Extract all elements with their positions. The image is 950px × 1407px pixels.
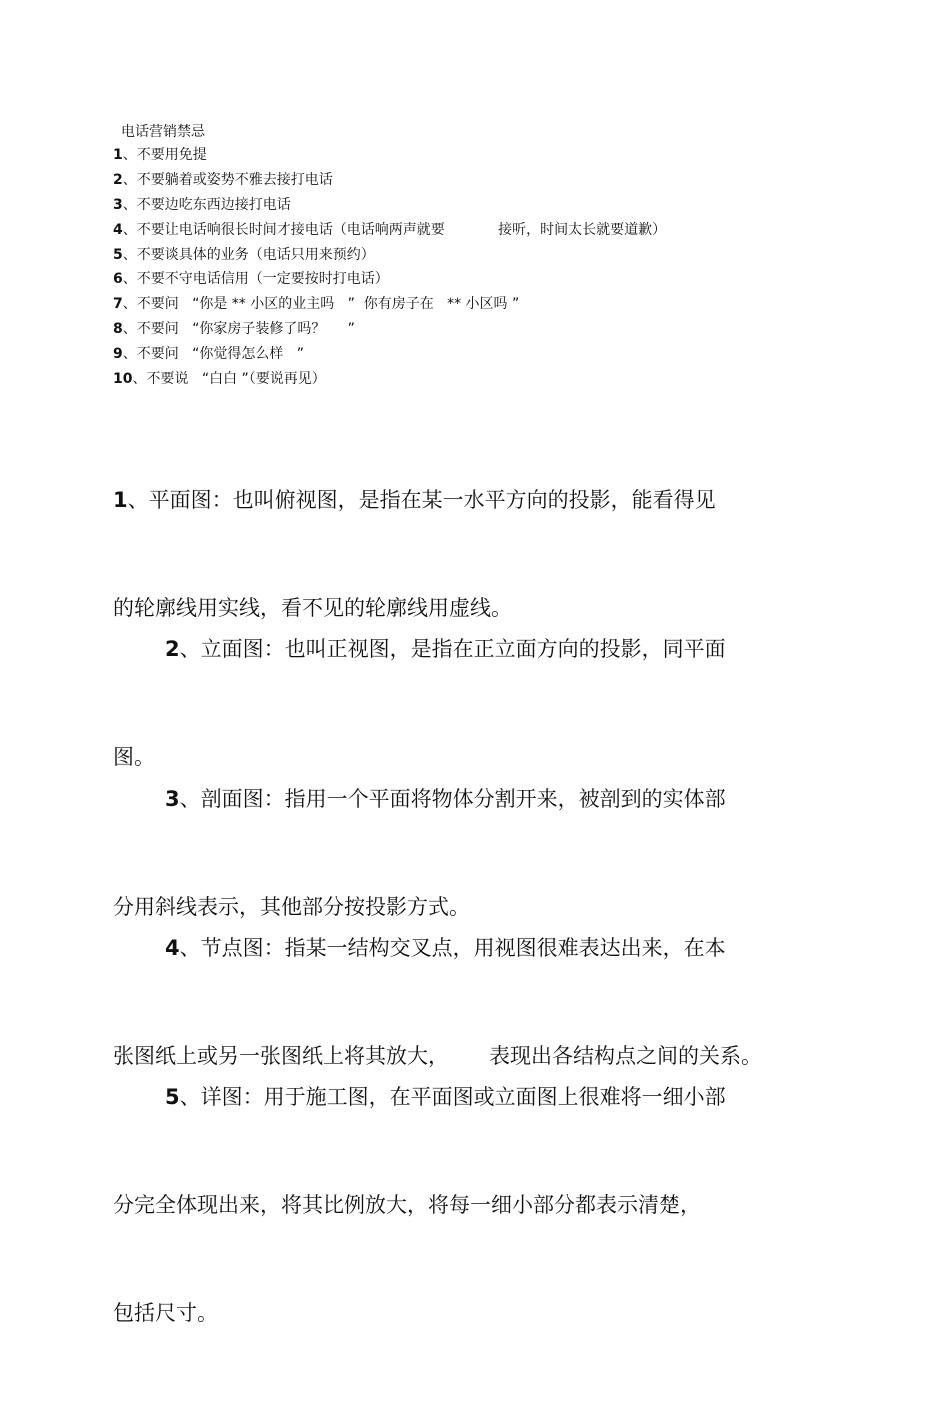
list-item: 5、不要谈具体的业务（电话只用来预约） [113,246,375,263]
list-item: 3、不要边吃东西边接打电话 [113,196,291,213]
list-item: 10、不要说 “白白 ”（要说再见） [113,371,326,388]
taboo-list [113,146,666,395]
paragraph-line: 1、平面图：也叫俯视图，是指在某一水平方向的投影，能看得见 [113,488,716,512]
paragraph-line: 分完全体现出来，将其比例放大，将每一细小部分都表示清楚， [113,1193,701,1217]
list-title: 电话营销禁忌 [121,124,205,140]
paragraph-line: 的轮廓线用实线，看不见的轮廓线用虚线。 [113,596,512,620]
list-item: 6、不要不守电话信用（一定要按时打电话） [113,271,389,288]
paragraph-line: 2、立面图：也叫正视图，是指在正立面方向的投影，同平面 [165,637,726,661]
paragraph-line: 分用斜线表示，其他部分按投影方式。 [113,895,470,919]
list-item: 8、不要问 “你家房子装修了吗？ ” [113,321,355,338]
paragraph-line: 5、详图：用于施工图，在平面图或立面图上很难将一细小部 [165,1085,726,1109]
paragraph-detail-view [113,1025,726,1407]
paragraph-line: 4、节点图：指某一结构交叉点，用视图很难表达出来，在本 [165,936,726,960]
paragraph-line: 3、剖面图：指用一个平面将物体分割开来，被剖到的实体部 [165,787,726,811]
list-item: 2、不要躺着或姿势不雅去接打电话 [113,171,333,188]
list-item: 9、不要问 “你觉得怎么样 ” [113,346,304,363]
list-item: 4、不要让电话响很长时间才接电话（电话响两声就要 接听，时间太长就要道歉） [113,221,667,238]
paragraph-line: 包括尺寸。 [113,1301,218,1325]
paragraph-line: 图。 [113,745,155,769]
list-item: 7、不要问 “你是 ** 小区的业主吗 ” 你有房子在 ** 小区吗 ” [113,296,520,313]
list-item: 1、不要用免提 [113,147,207,163]
paragraph-line: 张图纸上或另一张图纸上将其放大， 表现出各结构点之间的关系。 [113,1044,763,1068]
